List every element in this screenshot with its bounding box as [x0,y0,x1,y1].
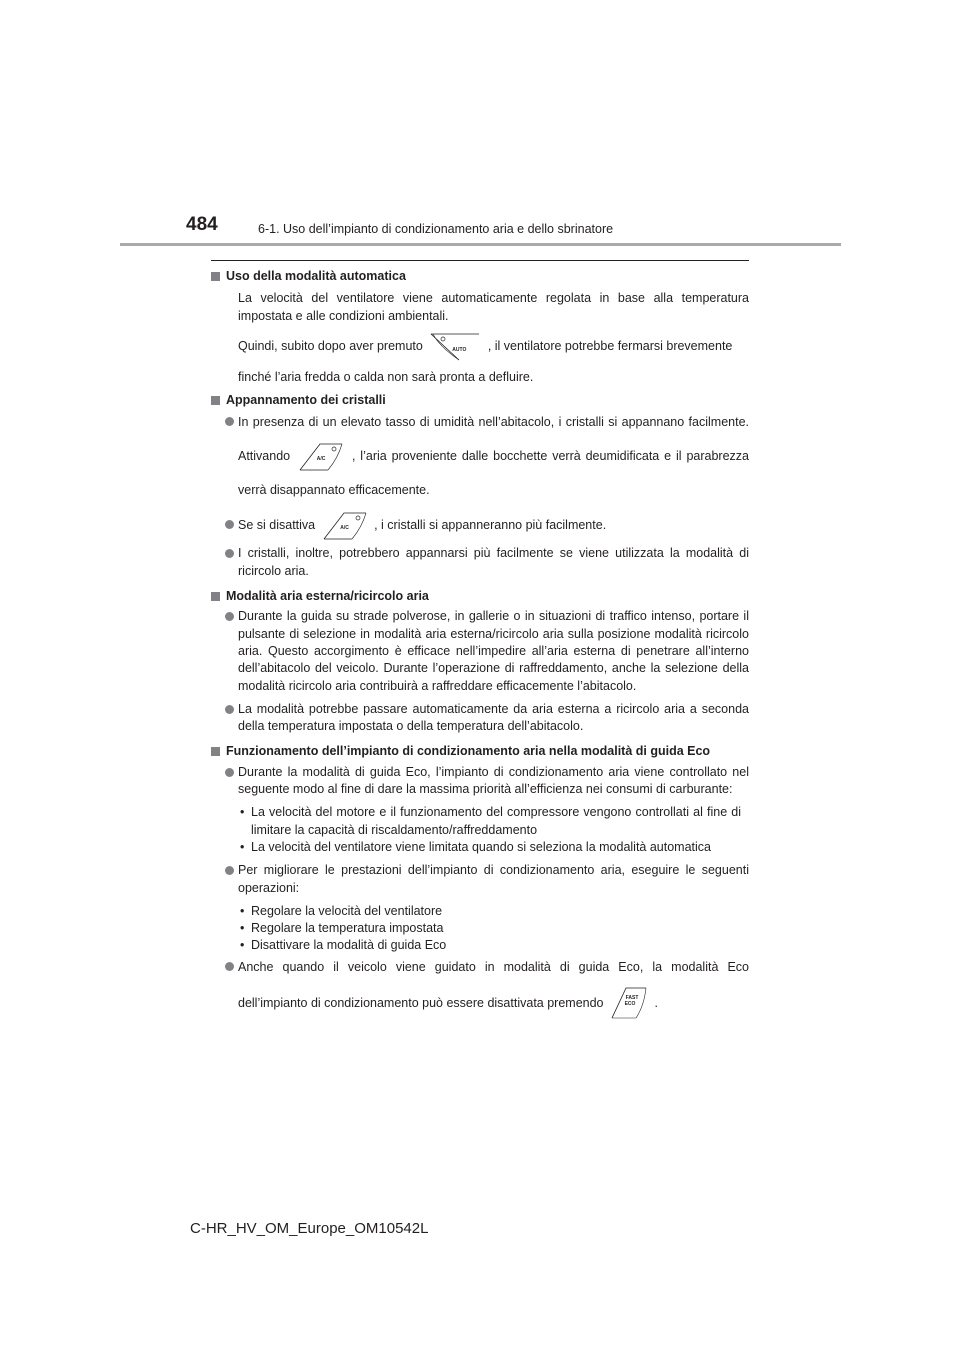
eco-item-3-end: . [654,995,658,1010]
square-bullet-icon [211,272,220,281]
fog-item-3-text: I cristalli, inoltre, potrebbero appannarsi più facilmente se viene utilizzata la modalità di ricircolo aria. [238,546,749,578]
auto-paragraph-2-start: Quindi, subito dopo aver premuto [238,338,423,353]
air-item-1 [211,608,749,694]
dot-bullet-icon: • [240,938,245,953]
list-item-text: Regolare la temperatura impostata [251,921,444,936]
round-bullet-icon [225,612,234,621]
document-code: C-HR_HV_OM_Europe_OM10542L [190,1220,429,1237]
round-bullet-icon [225,962,234,971]
air-item-2 [211,701,749,736]
list-item [211,839,749,856]
ac-button-icon [322,511,368,541]
auto-paragraph-2 [211,327,749,386]
air-item-1-text: Durante la guida su strade polverose, in gallerie o in situazioni di traffico intenso, portare il pulsante di selezione in modalità aria esterna/ricircolo aria sulla posizione modalità ricircolo aria. Questo accorgimento è efficace nell’impedire all’aria esterna di penetrare all’interno dell’abitacolo del veicolo. Durante l’operazione di raffreddamento, anche la selezione della modalità ricircolo aria contribuirà a raffreddare efficacemente l’abitacolo. [238,609,749,693]
list-item [211,804,749,839]
page-number: 484 [186,214,218,235]
content-divider [211,260,749,261]
auto-button-label: AUTO [452,346,467,353]
fog-item-1-end: , l’aria proveniente dalle bocchette verrà deumidificata e il parabrezza verrà disappannato efficacemente. [238,449,749,498]
fast-eco-button-icon [610,986,648,1020]
section-title-air [211,588,749,605]
dot-bullet-icon: • [240,903,245,918]
fog-item-2-start: Se si disattiva [238,518,316,533]
square-bullet-icon [211,396,220,405]
ac-button-icon [298,442,344,472]
content-body [211,268,749,1021]
section-title-text: Modalità aria esterna/ricircolo aria [226,589,429,604]
eco-item-1-text: Durante la modalità di guida Eco, l’impianto di condizionamento aria viene controllato nel seguente modo al fine di dare la massima priorità all’efficienza nei consumi di carburante: [238,764,749,797]
eco-item-2 [211,862,749,897]
list-item-text: La velocità del motore e il funzionamento del compressore vengono controllati al fine di limitare la capacità di riscaldamento/raffreddamento [251,805,741,837]
eco-sublist-2 [211,903,749,955]
round-bullet-icon [225,520,234,529]
section-title-text: Appannamento dei cristalli [226,393,386,408]
auto-paragraph-1: La velocità del ventilatore viene automaticamente regolata in base alla temperatura impostata e alle condizioni ambientali. [238,291,749,323]
dot-bullet-icon: • [240,805,245,820]
air-item-2-text: La modalità potrebbe passare automaticamente da aria esterna a ricircolo aria a seconda della temperatura impostata o della temperatura dell’abitacolo. [238,701,749,734]
eco-item-1 [211,764,749,799]
eco-item-3-start: Anche quando il veicolo viene guidato in modalità di guida Eco, la modalità Eco dell’impianto di condizionamento può essere disattivata premendo [238,959,749,1010]
section-title-auto [211,268,749,285]
square-bullet-icon [211,747,220,756]
list-item [211,903,749,920]
section-title-eco [211,743,749,760]
fog-item-3 [211,545,749,580]
eco-sublist-1 [211,804,749,856]
auto-button-icon [429,332,481,362]
auto-paragraph-2-cont: finché l’aria fredda o calda non sarà pronta a defluire. [238,369,534,384]
chapter-title: 6-1. Uso dell’impianto di condizionamento aria e dello sbrinatore [258,222,614,236]
fog-item-1-start: In presenza di un elevato tasso di umidità nell’abitacolo, i cristalli si appannano facilmente. Attivando [238,415,749,464]
ac-button-label: A/C [316,456,326,463]
square-bullet-icon [211,592,220,601]
section-title-text: Funzionamento dell’impianto di condizionamento aria nella modalità di guida Eco [226,744,711,759]
eco-item-2-text: Per migliorare le prestazioni dell’impianto di condizionamento aria, eseguire le seguenti operazioni: [238,863,749,895]
list-item-text: La velocità del ventilatore viene limitata quando si seleziona la modalità automatica [251,839,711,854]
round-bullet-icon [225,705,234,714]
fog-item-2-end: , i cristalli si appanneranno più facilmente. [374,518,607,533]
auto-paragraph-2-end: , il ventilatore potrebbe fermarsi brevemente [487,338,733,353]
fog-item-1 [211,405,749,507]
list-item [211,920,749,937]
list-item-text: Regolare la velocità del ventilatore [251,903,443,918]
round-bullet-icon [225,768,234,777]
section-title-text: Uso della modalità automatica [226,269,406,283]
list-item-text: Disattivare la modalità di guida Eco [251,938,447,953]
round-bullet-icon [225,866,234,875]
fog-item-2 [211,507,749,543]
round-bullet-icon [225,417,234,426]
fast-label: FAST [625,995,639,1002]
ac-button-label: A/C [340,525,349,532]
eco-item-3 [211,949,749,1021]
round-bullet-icon [225,549,234,558]
dot-bullet-icon: • [240,921,245,936]
header-divider [120,243,841,246]
dot-bullet-icon: • [240,839,245,854]
eco-label: ECO [624,1001,636,1008]
